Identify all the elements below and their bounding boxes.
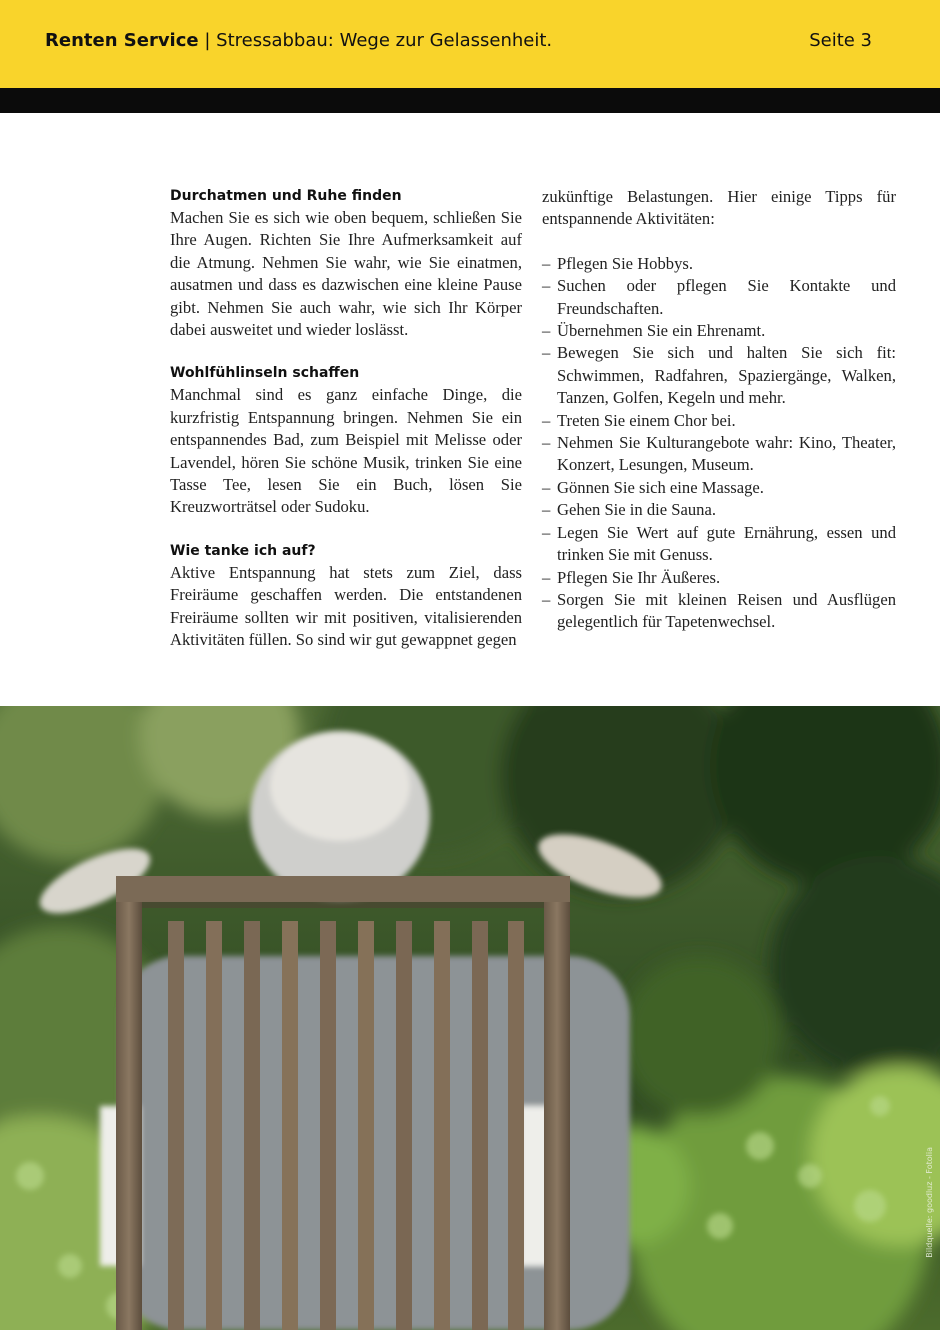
- garden-photo: [0, 706, 940, 1330]
- header-separator: |: [204, 30, 211, 51]
- section-paragraph: Aktive Entspannung hat stets zum Ziel, dass Freiräume geschaffen werden. Die entstandenen Freiräume sollten wir mit positiven, vitalisierenden Aktivitäten füllen. So sind wir gut gewappnet gegen: [170, 562, 522, 650]
- photo-credit: Bildquelle: goodluz - Fotolia: [925, 1147, 934, 1258]
- list-item: – Übernehmen Sie ein Ehrenamt.: [542, 320, 896, 342]
- header-title: [45, 30, 552, 51]
- list-item: – Legen Sie Wert auf gute Ernährung, essen und trinken Sie mit Genuss.: [542, 522, 896, 567]
- list-item: – Gönnen Sie sich eine Massage.: [542, 477, 896, 499]
- header-subtitle: Stressabbau: Wege zur Gelassenheit.: [216, 30, 553, 51]
- header-bar: [0, 0, 940, 88]
- list-item: – Gehen Sie in die Sauna.: [542, 499, 896, 521]
- header-divider-bar: [0, 88, 940, 113]
- section-paragraph-continued: zukünftige Belastungen. Hier einige Tipps für entspannende Aktivitäten:: [542, 187, 896, 229]
- brand-name: Renten Service: [45, 30, 199, 51]
- list-item: – Nehmen Sie Kulturangebote wahr: Kino, Theater, Konzert, Lesungen, Museum.: [542, 432, 896, 477]
- list-item: – Pflegen Sie Hobbys.: [542, 253, 896, 275]
- page-number: Seite 3: [809, 30, 872, 51]
- list-item: – Treten Sie einem Chor bei.: [542, 410, 896, 432]
- list-item: – Pflegen Sie Ihr Äußeres.: [542, 567, 896, 589]
- section-heading: Durchatmen und Ruhe finden: [170, 188, 402, 204]
- list-item: – Suchen oder pflegen Sie Kontakte und Freundschaften.: [542, 275, 896, 320]
- list-item: – Bewegen Sie sich und halten Sie sich fit: Schwimmen, Radfahren, Spaziergänge, Walken, Tanzen, Golfen, Kegeln und mehr.: [542, 342, 896, 409]
- section-paragraph: Machen Sie es sich wie oben bequem, schließen Sie Ihre Augen. Richten Sie Ihre Aufmerksamkeit auf die Atmung. Nehmen Sie wahr, wie Sie einatmen, ausatmen und dass es dazwischen eine kleine Pause gibt. Nehmen Sie auch wahr, wie sich Ihr Körper dabei ausweitet und wieder loslässt.: [170, 208, 522, 340]
- list-item: – Sorgen Sie mit kleinen Reisen und Ausflügen gelegentlich für Tapetenwechsel.: [542, 589, 896, 634]
- section-heading: Wohlfühlinseln schaffen: [170, 365, 360, 382]
- section-heading: Wie tanke ich auf?: [170, 542, 316, 559]
- text-column-right: [542, 186, 896, 634]
- section-paragraph: Manchmal sind es ganz einfache Dinge, die kurzfristig Entspannung bringen. Nehmen Sie ein entspannendes Bad, zum Beispiel mit Melisse oder Lavendel, hören Sie schöne Musik, trinken Sie eine Tasse Tee, lesen Sie ein Buch, lösen Sie Kreuzworträtsel oder Sudoku.: [170, 385, 522, 517]
- tips-list: [542, 253, 896, 634]
- text-column-left: [170, 186, 522, 652]
